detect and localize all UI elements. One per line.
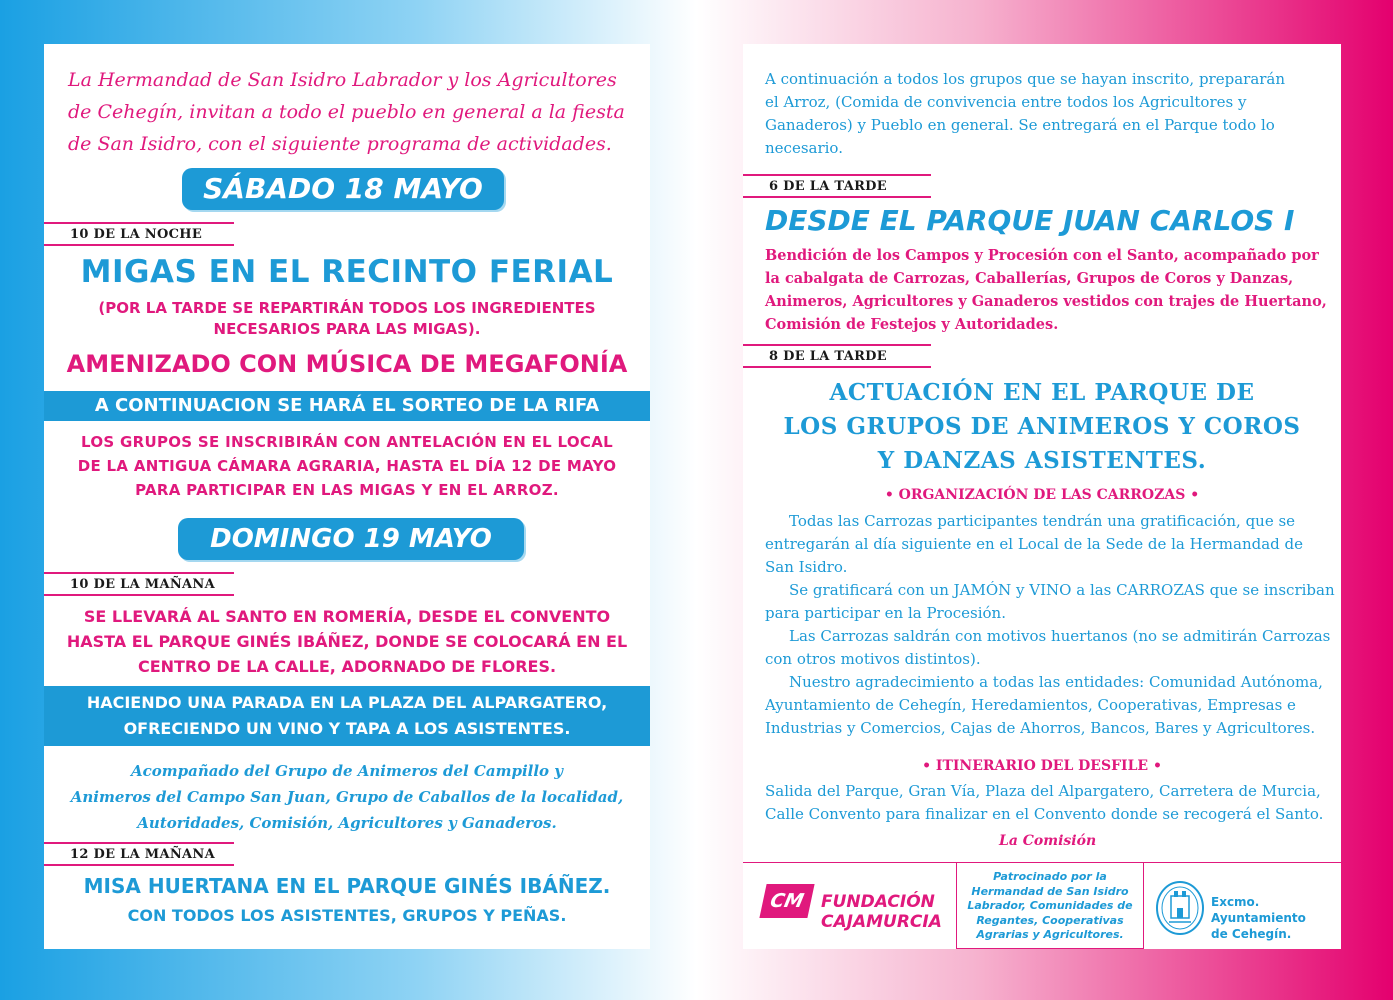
accompanied-line: Autoridades, Comisión, Agricultores y Ganaderos. bbox=[137, 814, 557, 832]
blessing-line: Comisión de Festejos y Autoridades. bbox=[765, 316, 1059, 333]
route-heading: • ITINERARIO DEL DESFILE • bbox=[922, 758, 1162, 774]
romeria-line: SE LLEVARÁ AL SANTO EN ROMERÍA, DESDE EL CONVENTO bbox=[83, 607, 611, 626]
migas-note-line: NECESARIOS PARA LAS MIGAS). bbox=[213, 320, 481, 338]
music-text: AMENIZADO CON MÚSICA DE MEGAFONÍA bbox=[66, 350, 628, 378]
sponsored-text bbox=[956, 870, 1144, 943]
foundation-line: CAJAMURCIA bbox=[821, 912, 942, 932]
accompanied-line: Acompañado del Grupo de Animeros del Campillo y bbox=[131, 762, 563, 780]
mass-subtitle: CON TODOS LOS ASISTENTES, GRUPOS Y PEÑAS. bbox=[127, 906, 567, 925]
org-line: con otros motivos distintos). bbox=[765, 650, 981, 668]
right-panel bbox=[743, 44, 1341, 949]
right-time-1: 6 DE LA TARDE bbox=[743, 174, 931, 194]
left-panel bbox=[44, 44, 650, 949]
performance-line: ACTUACIÓN EN EL PARQUE DE bbox=[829, 379, 1255, 406]
sunday-heading: DOMINGO 19 MAYO bbox=[178, 518, 524, 560]
sponsored-line: Regantes, Cooperativas bbox=[976, 913, 1124, 927]
org-line: Se gratificará con un JAMÓN y VINO a las CARROZAS que se inscriban bbox=[789, 581, 1335, 599]
route-text bbox=[765, 780, 1335, 826]
performance-line: Y DANZAS ASISTENTES. bbox=[877, 447, 1207, 474]
route-line: Calle Convento para finalizar en el Convento donde se recogerá el Santo. bbox=[765, 805, 1324, 823]
council-name bbox=[1211, 894, 1341, 942]
accompanied-line: Animeros del Campo San Juan, Grupo de Caballos de la localidad, bbox=[70, 788, 624, 806]
route-line: Salida del Parque, Gran Vía, Plaza del Alpargatero, Carretera de Murcia, bbox=[765, 782, 1321, 800]
rice-line: A continuación a todos los grupos que se hayan inscrito, prepararán bbox=[765, 70, 1286, 88]
raffle-bar: A CONTINUACION SE HARÁ EL SORTEO DE LA RIFA bbox=[44, 391, 650, 421]
council-crest-icon bbox=[1155, 880, 1205, 936]
stop-bar bbox=[44, 686, 650, 746]
org-line: Las Carrozas saldrán con motivos huertanos (no se admitirán Carrozas bbox=[789, 627, 1331, 645]
sponsored-line: Patrocinado por la bbox=[993, 870, 1107, 883]
accompanied-text bbox=[44, 758, 650, 836]
sunday-time-2: 12 DE LA MAÑANA bbox=[44, 842, 234, 862]
groups-text bbox=[44, 430, 650, 502]
stop-line: HACIENDO UNA PARADA EN LA PLAZA DEL ALPARGATERO, bbox=[86, 693, 608, 712]
sponsored-line: Labrador, Comunidades de bbox=[967, 899, 1133, 912]
sponsored-line: Agrarias y Agricultores. bbox=[976, 928, 1124, 941]
council-line: de Cehegín. bbox=[1211, 927, 1292, 941]
council-line: Excmo. Ayuntamiento bbox=[1211, 895, 1306, 925]
migas-title: MIGAS EN EL RECINTO FERIAL bbox=[80, 254, 614, 290]
blessing-line: Bendición de los Campos y Procesión con el Santo, acompañado por bbox=[765, 247, 1319, 264]
org-line: San Isidro. bbox=[765, 558, 848, 576]
saturday-time: 10 DE LA NOCHE bbox=[44, 222, 234, 242]
foundation-name bbox=[821, 892, 942, 932]
sponsored-line: Hermandad de San Isidro bbox=[971, 884, 1129, 898]
foundation-line: FUNDACIÓN bbox=[821, 892, 935, 912]
migas-note-line: (POR LA TARDE SE REPARTIRÁN TODOS LOS INGREDIENTES bbox=[98, 299, 596, 317]
migas-note bbox=[44, 298, 650, 340]
stop-line: OFRECIENDO UN VINO Y TAPA A LOS ASISTENTES. bbox=[123, 719, 571, 738]
cm-logo: CM bbox=[759, 884, 814, 918]
rice-line: Ganaderos) y Pueblo en general. Se entregará en el Parque todo lo bbox=[765, 116, 1275, 134]
romeria-line: HASTA EL PARQUE GINÉS IBÁÑEZ, DONDE SE COLOCARÁ EN EL bbox=[66, 632, 628, 651]
org-heading: • ORGANIZACIÓN DE LAS CARROZAS • bbox=[884, 487, 1200, 503]
intro-text: La Hermandad de San Isidro Labrador y los Agricultores de Cehegín, invitan a todo el pueblo en general a la fiesta de San Isidro, con el siguiente programa de actividades. bbox=[68, 69, 625, 155]
blessing-line: Animeros, Agricultores y Ganaderos vestidos con trajes de Huertano, bbox=[765, 293, 1327, 310]
saturday-heading: SÁBADO 18 MAYO bbox=[182, 168, 504, 210]
rice-line: el Arroz, (Comida de convivencia entre todos los Agricultores y bbox=[765, 93, 1247, 111]
groups-line: PARA PARTICIPAR EN LAS MIGAS Y EN EL ARROZ. bbox=[135, 481, 559, 499]
org-line: para participar en la Procesión. bbox=[765, 604, 1006, 622]
right-time-2: 8 DE LA TARDE bbox=[743, 344, 931, 364]
org-line: entregarán al día siguiente en el Local de la Sede de la Hermandad de bbox=[765, 535, 1303, 553]
sunday-time-1: 10 DE LA MAÑANA bbox=[44, 572, 234, 592]
groups-line: DE LA ANTIGUA CÁMARA AGRARIA, HASTA EL DÍA 12 DE MAYO bbox=[77, 457, 617, 475]
mass-title: MISA HUERTANA EN EL PARQUE GINÉS IBÁÑEZ. bbox=[83, 874, 611, 898]
org-line: Nuestro agradecimiento a todas las entidades: Comunidad Autónoma, bbox=[789, 673, 1323, 691]
org-line: Ayuntamiento de Cehegín, Heredamientos, Cooperativas, Empresas e bbox=[765, 696, 1296, 714]
signature: La Comisión bbox=[999, 833, 1097, 849]
performance-title bbox=[743, 376, 1341, 478]
park-title: DESDE EL PARQUE JUAN CARLOS I bbox=[765, 204, 1295, 237]
groups-line: LOS GRUPOS SE INSCRIBIRÁN CON ANTELACIÓN EN EL LOCAL bbox=[81, 433, 613, 451]
org-line: Industrias y Comercios, Cajas de Ahorros, Bancos, Bares y Agricultores. bbox=[765, 719, 1316, 737]
blessing-line: la cabalgata de Carrozas, Caballerías, Grupos de Coros y Danzas, bbox=[765, 270, 1294, 287]
rice-line: necesario. bbox=[765, 139, 843, 157]
performance-line: LOS GRUPOS DE ANIMEROS Y COROS bbox=[783, 413, 1301, 440]
rice-text bbox=[765, 68, 1335, 160]
blessing-text bbox=[765, 244, 1335, 336]
org-text bbox=[765, 510, 1335, 740]
org-line: Todas las Carrozas participantes tendrán una gratificación, que se bbox=[789, 512, 1296, 530]
romeria-line: CENTRO DE LA CALLE, ADORNADO DE FLORES. bbox=[137, 657, 557, 676]
romeria-text bbox=[44, 604, 650, 679]
